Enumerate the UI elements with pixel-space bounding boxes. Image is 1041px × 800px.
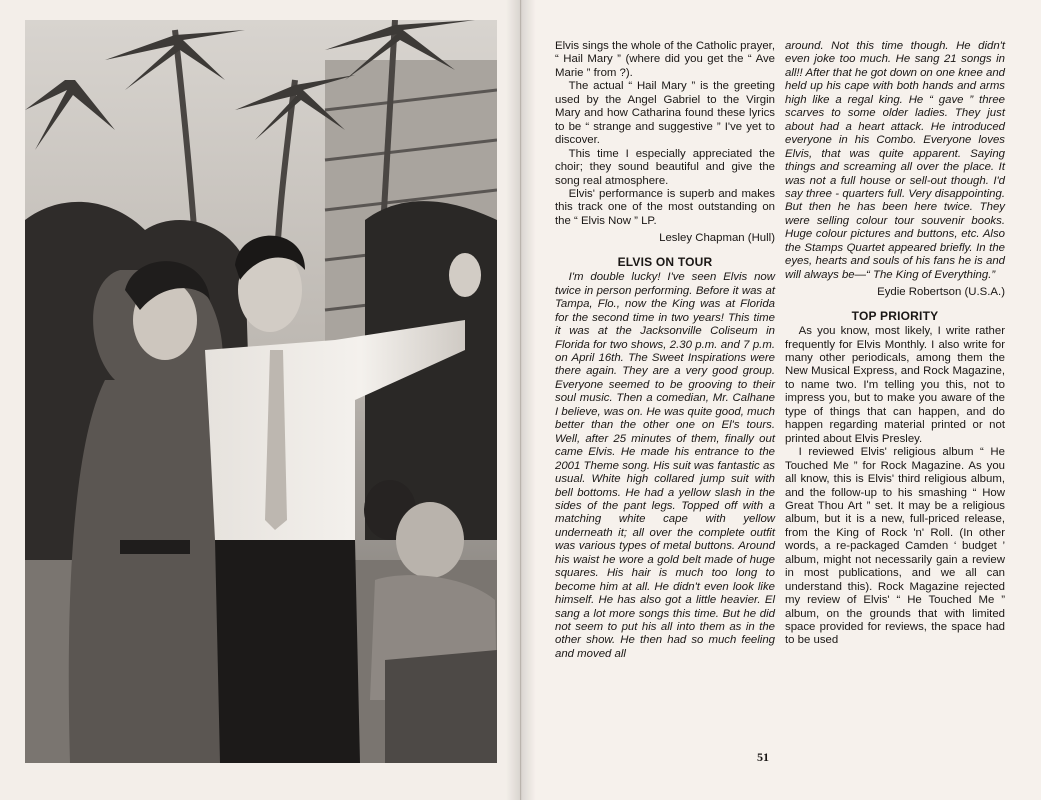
paragraph: Elvis' performance is superb and makes this track one of the most outstanding on the “ Elvis Now ” LP.	[555, 187, 775, 227]
signature: Lesley Chapman (Hull)	[659, 232, 775, 245]
paragraph: The actual “ Hail Mary ” is the greeting used by the Angel Gabriel to the Virgin Mary and how Catharina found these lyrics to be “ strange and suggestive ” I've yet to discover.	[555, 80, 775, 147]
paragraph: I reviewed Elvis' religious album “ He Touched Me ” for Rock Magazine. As you all know, this is Elvis' third religious album, and the follow-up to his smashing “ How Great Thou Art ” set. It may be a religious album, but it is a new, full-priced release, from the King of Rock 'n' Roll. (In other words, a re-packaged Camden ‘ budget ’ album, might not necessarily gain a review in most publications, and we all can understand this). Rock Magazine rejected my review of Elvis' “ He Touched Me ” album, on the grounds that with limited space provided for reviews, the space had to be used	[785, 446, 1005, 647]
section-heading: TOP PRIORITY	[851, 308, 939, 323]
page-number: 51	[757, 750, 769, 764]
photograph	[25, 20, 497, 763]
paragraph: I'm double lucky! I've seen Elvis now twice in person performing. Before it was at Tampa, Flo., now the King was at Florida for the second time in two years! This time it was at the Jacksonville Coliseum in Florida for two shows, 2.30 p.m. and 7 p.m. on April 16th. The Sweet Inspirations were there again. They are a very good group. Everyone seemed to be grooving to their soul music. Then a comedian, Mr. Calhane I believe, was on. He was quite good, much better than the other one on El's tours. Well, after 25 minutes of them, finally out came Elvis. He made his entrance to the 2001 Theme song. His suit was fantastic as usual. White high collared jump suit with bell bottoms. He had a yellow slash in the sides of the pant legs. Topped off with a matching white cape with yellow underneath it; all over the complete outfit was various types of metal buttons. Around his waist he wore a gold belt made of huge squares. His hair is much too long to become him at all. He didn't even look like himself. He has also got a little heavier. El sang a lot more songs this time. But he did not seem to put his all into them as in the other show. He then had so much feeling and moved all	[555, 271, 775, 660]
signature: Eydie Robertson (U.S.A.)	[877, 286, 1005, 299]
paragraph: This time I especially appreciated the choir; they sound beautiful and give the song real atmosphere.	[555, 147, 775, 187]
text-column-right	[785, 40, 1005, 648]
paragraph: As you know, most likely, I write rather frequently for Elvis Monthly. I also write for many other periodicals, among them the New Musical Express, and Rock Magazine, to name two. I'm telling you this, not to impress you, but to make you aware of the type of things that can happen, and do happen regarding material printed or not printed about Elvis Presley.	[785, 325, 1005, 445]
binding-gutter	[506, 0, 536, 800]
left-page	[0, 0, 520, 800]
text-column-left	[555, 40, 775, 661]
photograph-elvis-and-woman-icon	[25, 20, 497, 763]
paragraph: around. Not this time though. He didn't even joke too much. He sang 21 songs in all!! After that he got down on one knee and held up his cape with both hands and arms high like a regal king. He “ gave ” three scarves to some older ladies. They just about had a heart attack. He introduced everyone in his Combo. Everyone loves Elvis, that was quite apparent. Saying things and screaming all over the place. It was not a full house or sell-out though. I'd say three - quarters full. Very disappointing. But then he has been here twice. They were selling colour tour souvenir books. Huge colour pictures and buttons, etc. Also the Stamps Quartet appeared briefly. In the eyes, hearts and souls of his fans he is and will always be—“ The King of Everything.”	[785, 40, 1005, 281]
section-heading: ELVIS ON TOUR	[617, 254, 713, 269]
paragraph: Elvis sings the whole of the Catholic prayer, “ Hail Mary ” (where did you get the “ Ave Marie ” from ?).	[555, 40, 775, 79]
